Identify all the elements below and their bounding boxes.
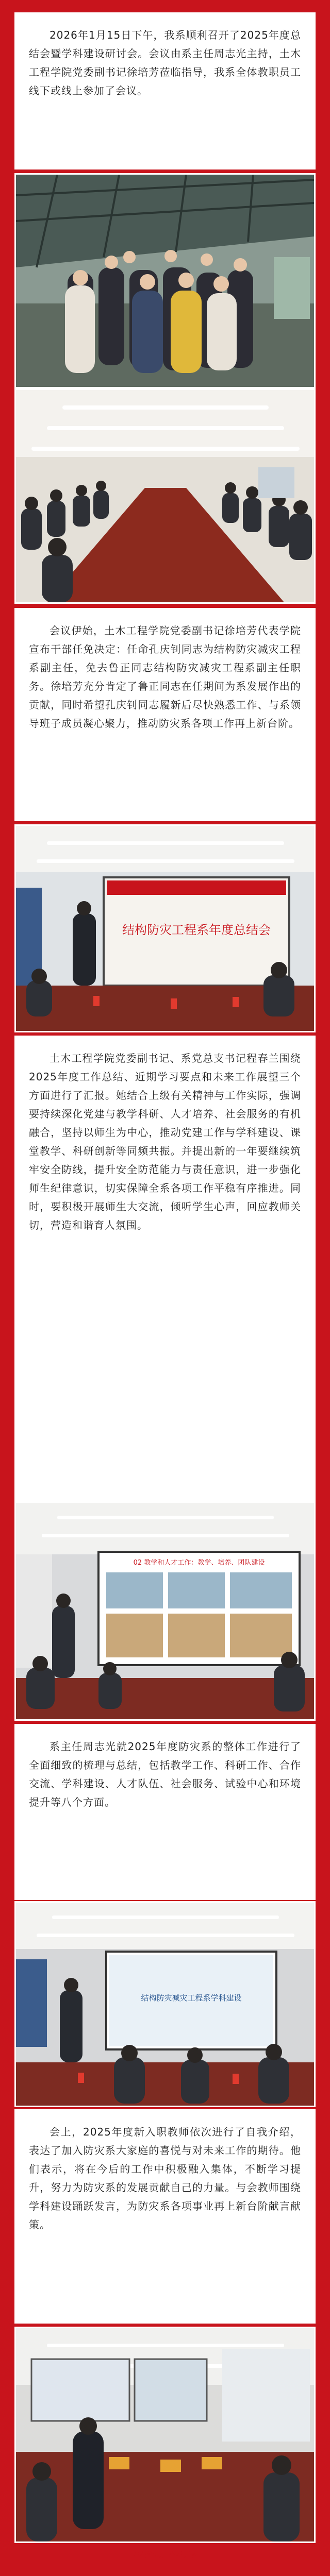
appointment-speech-scene xyxy=(16,826,314,1031)
meeting-room-scene xyxy=(16,390,314,602)
paragraph-party-report: 土木工程学院党委副书记、系党总支书记程春兰围绕2025年度工作总结、近期学习要点和未来工作展望三个方面进行了汇报。她结合上级有关精神与工作实际，强调要持续深化党建与教学科研、人才培养、社会服务的有机融合，坚持以师生为中心，推动党建工作与学科建设、课堂教学、科研创新等同频共振。并提出新的一年要继续筑牢安全防线，提升安全防范能力与责任意识，进一步强化师生纪律意识，切实保障全系各项工作平稳有序推进。同时，要积极开展师生大交流，倾听学生心声，回应教师关切，营造和谐育人氛围。 xyxy=(29,1052,301,1231)
paragraph-appointment: 会议伊始，土木工程学院党委副书记徐培芳代表学院宣布干部任免决定：任命孔庆钊同志为结构防灾减灾工程系副主任，免去鲁正同志结构防灾减灾工程系副主任职务。徐培芳充分肯定了鲁正同志在任期间为系发展作出的贡献，同时希望孔庆钊同志履新后尽快熟悉工作、与系领导班子成员凝心聚力，推动防灾系各项工作再上新台阶。 xyxy=(29,624,301,730)
slide-3-title: 结构防灾减灾工程系学科建设 xyxy=(141,1993,242,2003)
text-panel-3 xyxy=(14,1036,316,1501)
meeting-room-photo[interactable] xyxy=(14,388,316,604)
slide-1-title: 结构防灾工程系年度总结会 xyxy=(122,923,271,937)
department-summary-photo[interactable] xyxy=(14,1901,316,2107)
paragraph-new-teachers: 会上，2025年度新入职教师依次进行了自我介绍，表达了加入防灾系大家庭的喜悦与对未来工作的期待。他们表示，将在今后的工作中积极融入集体，不断学习提升，努力为防灾系的发展贡献自己的力量。与会教师围绕学科建设踊跃发言，为防灾系各项事业再上新台阶献言献策。 xyxy=(29,2126,301,2231)
party-report-scene xyxy=(16,1503,314,1719)
text-panel-4 xyxy=(14,1724,316,1900)
text-panel-1 xyxy=(14,12,316,170)
swipe-hint: 左右滑动，查看更多 xyxy=(133,2551,197,2560)
party-report-photo[interactable] xyxy=(14,1501,316,1721)
page-frame xyxy=(7,7,323,2576)
new-teachers-scene xyxy=(16,2328,314,2541)
text-panel-2 xyxy=(14,608,316,821)
new-teachers-photo[interactable] xyxy=(14,2327,316,2543)
paragraph-intro: 2026年1月15日下午，我系顺利召开了2025年度总结会暨学科建设研讨会。会议由系主任周志光主持，土木工程学院党委副书记徐培芳莅临指导，我系全体教职员工线下或线上参加了会议。 xyxy=(29,29,301,97)
department-summary-scene xyxy=(16,1903,314,2106)
text-panel-5 xyxy=(14,2109,316,2324)
group-photo[interactable] xyxy=(14,173,316,388)
appointment-speech-photo[interactable] xyxy=(14,824,316,1032)
slide-2-title: 02 教学和人才工作：教学、培养、团队建设 xyxy=(133,1559,265,1567)
group-photo-scene xyxy=(16,175,314,387)
paragraph-department-summary: 系主任周志光就2025年度防灾系的整体工作进行了全面细致的梳理与总结，包括教学工作、科研工作、合作交流、学科建设、人才队伍、社会服务、试验中心和环境提升等八个方面。 xyxy=(29,1740,301,1808)
